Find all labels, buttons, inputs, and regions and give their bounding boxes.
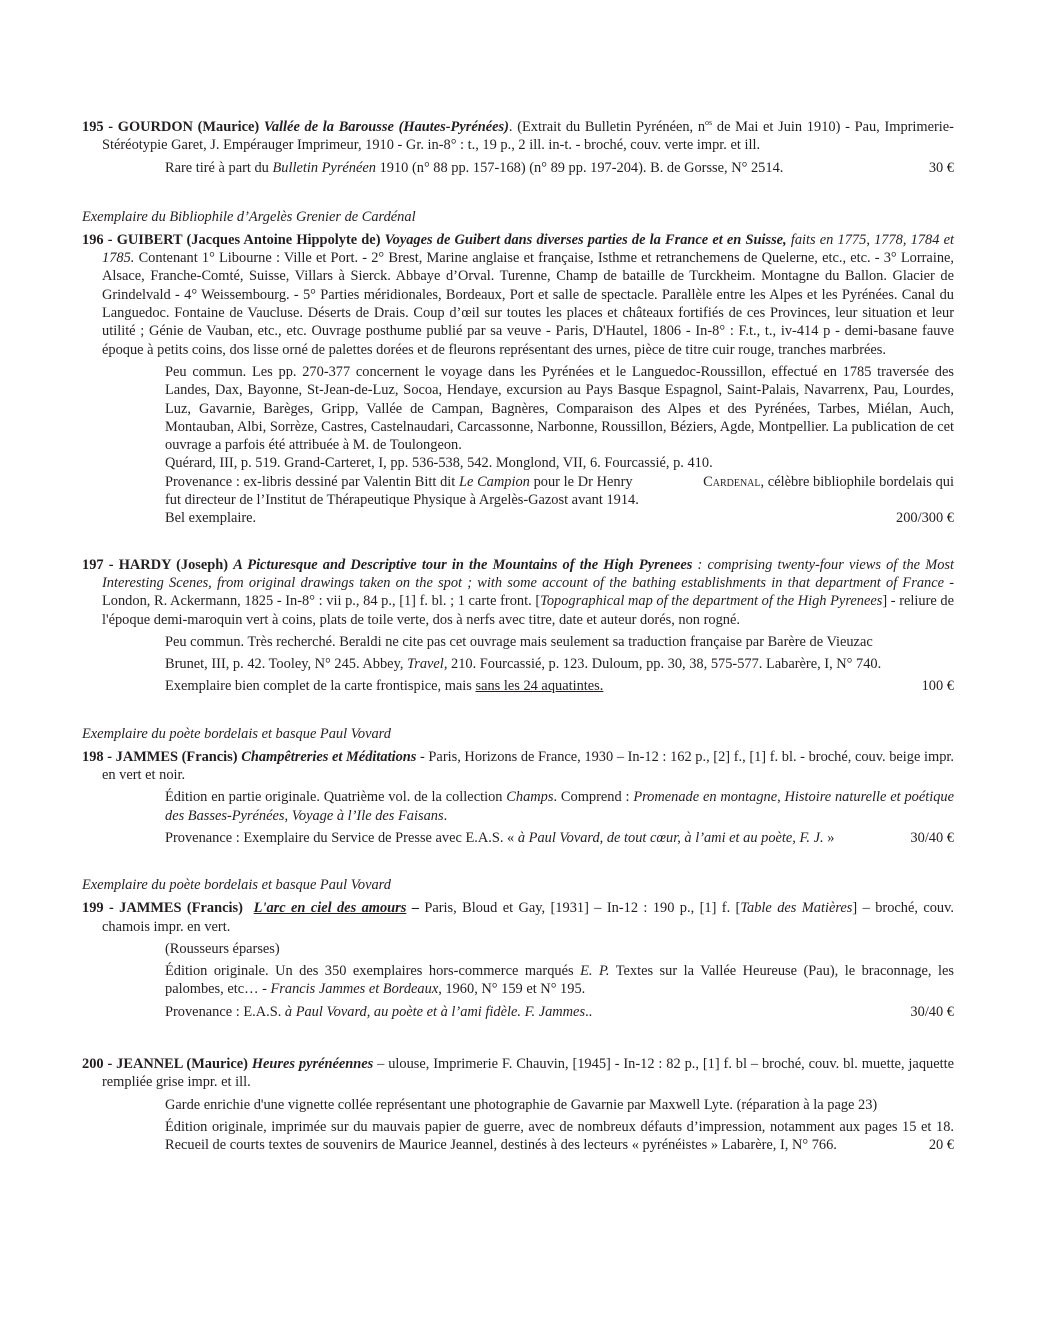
lot-subtitle: : comprising twenty-four views of the Most Interesting Scenes, from original drawings taken on the spot ; with some account of the bathing establishments in that department of France	[102, 556, 955, 591]
lot-price: 30 €	[928, 159, 954, 176]
note-text: Exemplaire bien complet de la carte frontispice, mais	[165, 678, 476, 695]
lot-text: de Mai et Juin 1910) - Pau, Imprimerie-Stéréotypie Garet, J. Empérauger Imprimeur, 1910 - Gr. in-8° : t., 19 p., 2 ill. in-t. - broché, couv. verte impr. et ill.	[102, 119, 954, 154]
lot-198	[82, 724, 954, 847]
lot-description	[82, 556, 954, 629]
lot-200	[82, 1055, 954, 1154]
lot-note	[165, 788, 954, 825]
note-text: .	[443, 807, 448, 824]
lot-196	[82, 207, 954, 528]
lot-note	[165, 1003, 954, 1021]
note-underlined: sans les 24 aquatintes.	[475, 678, 604, 695]
lot-title: Vallée de la Barousse (Hautes-Pyrénées)	[263, 119, 509, 135]
note-italic: Le Campion	[458, 473, 530, 490]
lot-title: Champêtreries et Méditations	[241, 748, 417, 765]
lot-description	[82, 899, 954, 936]
lot-price: 100 €	[921, 678, 954, 695]
note-text: Rare tiré à part du	[165, 159, 273, 176]
lot-author: 196 - GUIBERT (Jacques Antoine Hippolyte de)	[82, 231, 381, 248]
note-italic: Promenade en montagne	[633, 789, 778, 806]
note-italic: Francis Jammes et Bordeaux	[270, 981, 439, 998]
lot-text: – ulouse, Imprimerie F. Chauvin, [1945] - In-12 : 82 p., [1] f. bl – broché, couv. bl. muette, jaquette rempliée grise impr. et ill.	[102, 1055, 954, 1091]
note-text: Textes sur la Vallée Heureuse (Pau), le braconnage, les palombes, etc… -	[165, 963, 954, 998]
lot-superscript: os	[705, 118, 713, 128]
note-italic: à Paul Vovard, au poète et à l’ami fidèle. F. Jammes	[284, 1003, 586, 1020]
lot-provenance: Exemplaire du poète bordelais et basque Paul Vovard	[82, 877, 391, 894]
lot-text: - Paris, Horizons de France, 1930 – In-12 : 162 p., [2] f., [1] f. bl. - broché, couv. beige impr. en vert et noir.	[102, 748, 955, 784]
note-text: Édition en partie originale. Quatrième vol. de la collection	[165, 789, 507, 806]
lot-note	[165, 829, 954, 847]
note-text: I, N° 766.	[776, 1137, 837, 1154]
lot-text: ] – broché, couv. chamois impr. en vert.	[102, 900, 954, 935]
catalogue-page	[82, 118, 954, 1154]
note-italic: Bulletin Pyrénéen	[272, 159, 376, 176]
note-smallcaps: Cardenal	[703, 473, 761, 490]
lot-note	[165, 655, 954, 673]
note-text: , 1960, N° 159 et N° 195.	[438, 981, 586, 998]
lot-title: A Picturesque and Descriptive tour in the Mountains of the High Pyrenees	[233, 556, 693, 573]
lot-author: 197 - HARDY (Joseph)	[82, 556, 229, 573]
note-text: , célèbre bibliophile bordelais qui fut directeur de l’Institut de Thérapeutique Physique à Argelès-Gazost avant 1914.	[165, 473, 954, 509]
lot-note: Peu commun. Les pp. 270-377 concernent le voyage dans les Pyrénées et le Languedoc-Roussillon, effectué en 1785 traversée des Landes, Dax, Bayonne, St-Jean-de-Luz, Socoa, Hendaye, excursion au Pays Basque Espagnol, Saint-Palais, Navarrenx, Pau, Lourdes, Luz, Gavarnie, Barèges, Gripp, Vallée de Campan, Bagnères, Comparaison des Alpes et des Pyrénées, Tarbes, Miélan, Auch, Montauban, Albi, Sorrèze, Castres, Castelnaudari, Carcassonne, Narbonne, Roussillon, Béziers, Agde, Montpellier. La publication de cet ouvrage a parfois été attribuée à M. de Toulongeon.	[165, 363, 954, 454]
lot-author: 198 - JAMMES (Francis)	[82, 748, 238, 765]
note-text: . Comprend :	[553, 789, 634, 806]
lot-author: 195 - GOURDON (Maurice)	[82, 119, 260, 135]
lot-note	[165, 509, 954, 527]
lot-note	[165, 473, 954, 510]
lot-price: 30/40 €	[910, 1003, 954, 1020]
note-italic: Voyage à l’Ile des Faisans	[291, 807, 444, 824]
lot-note	[165, 962, 954, 999]
lot-199	[82, 875, 954, 1021]
lot-author: 199 - JAMMES (Francis)	[82, 900, 243, 917]
lot-price: 30/40 €	[910, 829, 954, 846]
lot-title: L'arc en ciel des amours	[253, 900, 407, 917]
lot-note: Garde enrichie d'une vignette collée représentant une photographie de Gavarnie par Maxwell Lyte. (réparation à la page 23)	[165, 1096, 878, 1113]
lot-price: 20 €	[928, 1137, 954, 1154]
lot-text: Contenant 1° Libourne : Ville et Port. - 2° Brest, Marine anglaise et française, Isthme et retranchemens de Quelerne, etc., etc. - 3° Lorraine, Alsace, Franche-Comté, Suisse, Villars à Sierck. Abbaye d’Orval. Turenne, Champ de bataille de Turckheim. Montagne du Ballon. Glacier de Grindelvald - 4° Weissembourg. - 5° Parties méridionales, Bordeaux, Port et salle de spectacle. Parallèle entre les Alpes et les Pyrénées. Canal du Languedoc. Fontaine de Vaucluse. Déserts de Drais. Coup d’œil sur toutes les places et châteaux fortifiés de ces Provinces, leur situation et leur utilité ; Génie de Vauban, etc., etc. Ouvrage posthume publié par sa veuve - Paris, D'Hautel, 1806 - In-8° : F.t., t., iv-414 p - demi-basane fauve époque à petits coins, dos lisse orné de palettes dorées et de fleurons représentant des urnes, pièce de titre cuir rouge, tranches marbrées.	[102, 250, 954, 358]
note-text: Bel exemplaire.	[165, 510, 257, 527]
note-text: Provenance : Exemplaire du Service de Presse avec E.A.S. «	[165, 829, 518, 846]
lot-provenance: Exemplaire du poète bordelais et basque Paul Vovard	[82, 725, 391, 742]
lot-note	[165, 159, 954, 177]
lot-text: - London, R. Ackermann, 1825 - In-8° : vii p., 84 p., [1] f. bl. ; 1 carte front. [	[102, 574, 955, 610]
note-text: Édition originale. Un des 350 exemplaires hors-commerce marqués	[165, 963, 581, 980]
note-text: ,	[284, 807, 292, 824]
lot-note: (Rousseurs éparses)	[165, 940, 280, 957]
lot-title: Heures pyrénéennes	[251, 1055, 374, 1072]
note-text: Provenance : ex-libris dessiné par Valentin Bitt dit	[165, 473, 459, 490]
note-italic: à Paul Vovard, de tout cœur, à l’ami et au poète, F. J.	[517, 829, 824, 846]
note-text: ..	[585, 1003, 593, 1020]
lot-note: Peu commun. Très recherché. Beraldi ne cite pas cet ouvrage mais seulement sa traduction française par Barère de Vieuzac	[165, 633, 873, 650]
note-text: ,	[777, 789, 785, 806]
lot-description	[82, 748, 954, 785]
lot-italic: Topographical map of the department of the High Pyrenees	[540, 593, 883, 610]
lot-text: Paris, Bloud et Gay, [1931] – In-12 : 190 p., [1] f. [	[418, 900, 741, 917]
lot-dash: –	[406, 900, 419, 917]
note-italic: Histoire naturelle et poétique des Basses-Pyrénées	[165, 789, 954, 824]
note-text: Brunet, III, p. 42. Tooley, N° 245. Abbey,	[165, 656, 408, 673]
lot-note	[165, 677, 954, 695]
lot-subtitle: faits en 1775, 1778, 1784 et 1785.	[102, 231, 954, 267]
lot-197	[82, 556, 954, 696]
lot-note: Quérard, III, p. 519. Grand-Carteret, I, pp. 536-538, 542. Monglond, VII, 6. Fourcassié, p. 410.	[165, 455, 713, 472]
note-text: 1910 (n° 88 pp. 157-168) (n° 89 pp. 197-204). B. de Gorsse, N° 2514.	[375, 159, 784, 176]
note-text: Édition originale, imprimée sur du mauvais papier de guerre, avec de nombreux défauts d’impression, notamment aux pages 15 et 18. Recueil de courts textes de souvenirs de Maurice Jeannel, destinés à des lecteurs « pyrénéistes » Labarère	[165, 1118, 954, 1154]
lot-author: 200 - JEANNEL (Maurice)	[82, 1055, 248, 1072]
lot-provenance: Exemplaire du Bibliophile d’Argelès Grenier de Cardénal	[82, 208, 416, 225]
lot-note	[165, 1118, 954, 1155]
note-italic: E. P.	[580, 963, 610, 980]
note-text: pour le Dr Henry	[529, 473, 637, 490]
lot-description	[82, 1055, 954, 1092]
lot-text: . (Extrait du Bulletin Pyrénéen, n	[508, 119, 706, 135]
lot-195	[82, 118, 954, 177]
lot-title: Voyages de Guibert dans diverses parties de la France et en Suisse,	[384, 231, 787, 248]
lot-price: 200/300 €	[896, 510, 954, 527]
lot-description	[82, 118, 954, 155]
lot-description	[82, 231, 954, 359]
note-italic: ,	[772, 1137, 777, 1154]
lot-text: ] - reliure de l'époque demi-maroquin vert à coins, plats de toile verte, dos à nerfs avec titre, date et auteur dorés, non rogné.	[102, 593, 954, 628]
note-italic: Travel	[407, 656, 444, 673]
note-text: , 210. Fourcassié, p. 123. Duloum, pp. 30, 38, 575-577. Labarère, I, N° 740.	[443, 656, 882, 673]
note-italic: Champs	[506, 789, 554, 806]
note-text: Provenance : E.A.S.	[165, 1003, 285, 1020]
note-text: »	[823, 829, 835, 846]
lot-italic: Table des Matières	[740, 900, 853, 917]
